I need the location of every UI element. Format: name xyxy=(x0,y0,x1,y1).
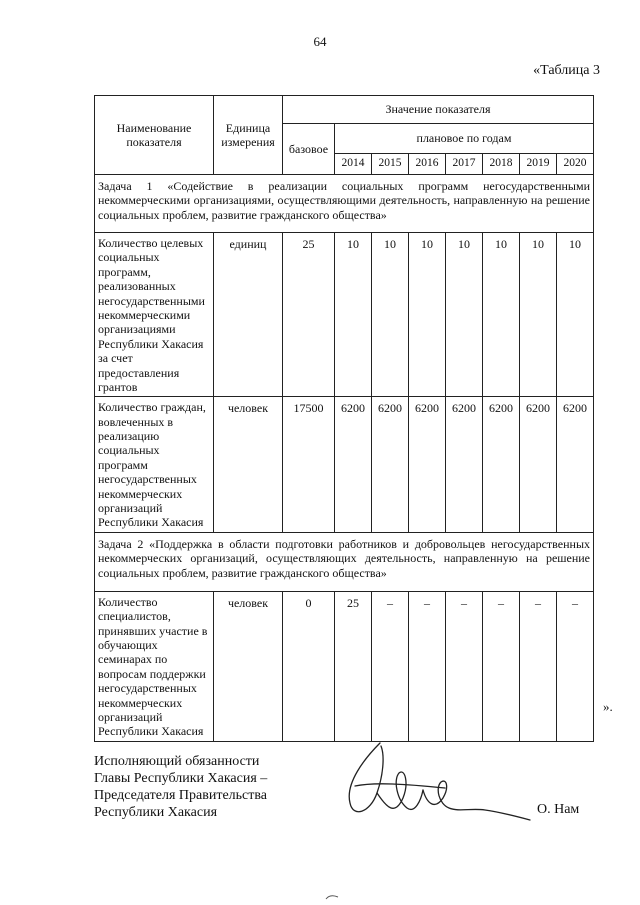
header-year: 2020 xyxy=(557,154,594,175)
indicator-base: 0 xyxy=(283,591,335,741)
indicator-value: 10 xyxy=(557,233,594,397)
indicator-value: 6200 xyxy=(446,397,483,533)
indicator-name: Количество граждан, вовлеченных в реализацию социальных программ негосударственных некоммерческих организаций Республики Хакасия xyxy=(95,397,214,533)
indicator-value: – xyxy=(372,591,409,741)
signatory-title-line: Председателя Правительства xyxy=(94,788,268,803)
table-caption: «Таблица 3 xyxy=(533,63,600,78)
indicator-name: Количество специалистов, принявших участие в обучающих семинарах по вопросам поддержки негосударственных некоммерческих организаций Республики Хакасия xyxy=(95,591,214,741)
indicator-value: – xyxy=(409,591,446,741)
indicator-value: 10 xyxy=(446,233,483,397)
task-2-row: Задача 2 «Поддержка в области подготовки работников и добровольцев негосударственных некоммерческих организаций, осуществляющих деятельность, направленную на решение социальных проблем, развитие гражданского общества» xyxy=(95,532,594,591)
indicator-name: Количество целевых социальных программ, реализованных негосударственными некоммерческими организациями Республики Хакасия за счет предоставления грантов xyxy=(95,233,214,397)
indicator-value: 10 xyxy=(335,233,372,397)
signatory-title-line: Главы Республики Хакасия – xyxy=(94,771,268,786)
signatory-title-line: Республики Хакасия xyxy=(94,805,218,820)
indicator-unit: единиц xyxy=(214,233,283,397)
indicator-value: – xyxy=(483,591,520,741)
header-name: Наименование показателя xyxy=(95,96,214,175)
header-year: 2015 xyxy=(372,154,409,175)
header-unit: Единица измерения xyxy=(214,96,283,175)
indicator-value: 10 xyxy=(520,233,557,397)
indicators-table xyxy=(94,95,594,742)
task-1-row: Задача 1 «Содействие в реализации социальных программ негосударственными некоммерческими организациями, осуществляющими деятельность, направленную на решение социальных проблем, развитие гражданского общества» xyxy=(95,175,594,233)
indicator-value: – xyxy=(446,591,483,741)
header-year: 2016 xyxy=(409,154,446,175)
indicator-base: 17500 xyxy=(283,397,335,533)
header-planned: плановое по годам xyxy=(335,124,594,154)
indicator-value: 6200 xyxy=(483,397,520,533)
page-number: 64 xyxy=(313,34,327,49)
header-year: 2014 xyxy=(335,154,372,175)
indicator-value: 25 xyxy=(335,591,372,741)
signatory-title-line: Исполняющий обязанности xyxy=(94,754,260,769)
signer-name: О. Нам xyxy=(537,802,580,817)
signatory-title xyxy=(94,753,267,821)
indicator-value: 10 xyxy=(483,233,520,397)
indicator-base: 25 xyxy=(283,233,335,397)
closing-quote: ». xyxy=(603,699,613,714)
indicator-value: – xyxy=(557,591,594,741)
indicator-value: 6200 xyxy=(372,397,409,533)
indicator-value: 6200 xyxy=(520,397,557,533)
header-year: 2017 xyxy=(446,154,483,175)
indicator-value: 6200 xyxy=(409,397,446,533)
page-mark-icon xyxy=(325,893,339,901)
indicator-unit: человек xyxy=(214,591,283,741)
indicator-value: 10 xyxy=(409,233,446,397)
indicator-value: – xyxy=(520,591,557,741)
indicator-unit: человек xyxy=(214,397,283,533)
handwritten-signature xyxy=(335,738,535,828)
header-value: Значение показателя xyxy=(283,96,594,124)
header-base: базовое xyxy=(283,124,335,175)
indicator-value: 10 xyxy=(372,233,409,397)
indicator-value: 6200 xyxy=(557,397,594,533)
header-year: 2018 xyxy=(483,154,520,175)
indicator-value: 6200 xyxy=(335,397,372,533)
header-year: 2019 xyxy=(520,154,557,175)
